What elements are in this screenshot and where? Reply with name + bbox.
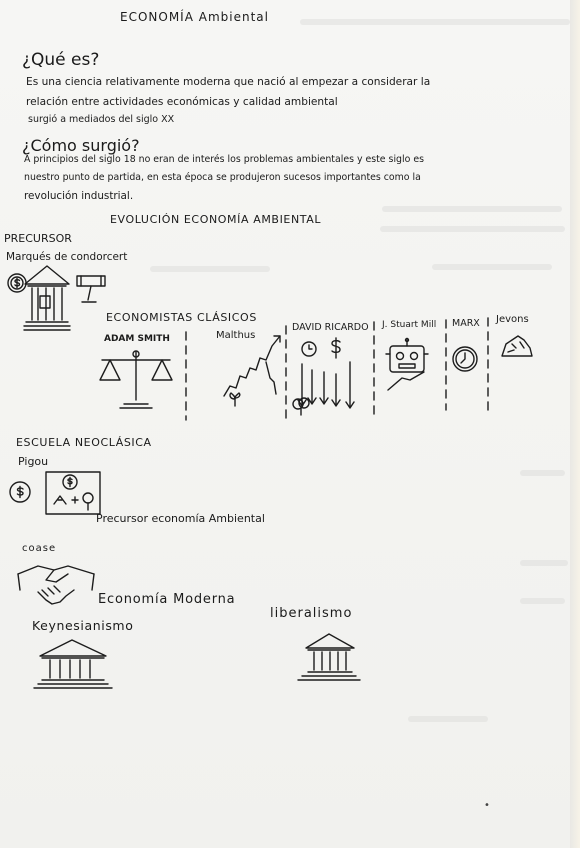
clock-icon — [300, 340, 318, 358]
clock-icon — [450, 344, 480, 374]
pigou-tax-card-icon — [44, 470, 104, 516]
handshake-icon — [16, 560, 98, 608]
coase-name: coase — [22, 543, 57, 554]
como-surgio-line-1: A principios del siglo 18 no eran de interés los problemas ambientales y este siglo es — [24, 154, 424, 165]
que-es-line-2: relación entre actividades económicas y calidad ambiental — [26, 96, 338, 108]
neoclasica-title: ESCUELA NEOCLÁSICA — [16, 436, 152, 449]
page-dot: • — [484, 800, 490, 811]
plant-icon — [226, 390, 244, 408]
keynesianismo-name: Keynesianismo — [32, 618, 134, 633]
bank-building-icon — [296, 630, 362, 688]
dollar-coin-icon — [8, 480, 32, 504]
section-heading-que-es: ¿Qué es? — [22, 50, 100, 70]
mill-name: J. Stuart Mill — [382, 320, 437, 330]
precursor-name: Marqués de condorcert — [6, 251, 128, 263]
pigou-name: Pigou — [18, 455, 49, 468]
ricardo-name: DAVID RICARDO — [292, 322, 369, 333]
bank-building-icon — [32, 636, 114, 692]
neoclasica-precursor-text: Precursor economía Ambiental — [96, 512, 265, 525]
dollar-coin-icon — [326, 336, 346, 360]
como-surgio-line-3: revolución industrial. — [24, 190, 134, 202]
robot-icon — [384, 338, 430, 388]
page-header-title: ECONOMÍA Ambiental — [120, 10, 269, 24]
adam-smith-name: ADAM SMITH — [104, 334, 170, 344]
falling-arrows-icon — [296, 360, 366, 412]
evolucion-title: EVOLUCIÓN ECONOMÍA AMBIENTAL — [110, 213, 322, 226]
marx-name: MARX — [452, 318, 480, 329]
clasicos-title: ECONOMISTAS CLÁSICOS — [106, 311, 257, 324]
como-surgio-line-2: nuestro punto de partida, en esta época se produjeron sucesos importantes como la — [24, 172, 421, 183]
que-es-line-1: Es una ciencia relativamente moderna que nació al empezar a considerar la — [26, 76, 431, 88]
liberalismo-name: liberalismo — [270, 606, 353, 621]
scale-icon — [96, 348, 176, 412]
malthus-name: Malthus — [216, 330, 256, 341]
jevons-name: Jevons — [496, 314, 529, 325]
moderna-title: Economía Moderna — [98, 592, 236, 607]
precursor-label: PRECURSOR — [4, 232, 72, 245]
section-heading-como-surgio: ¿Cómo surgió? — [22, 136, 140, 155]
que-es-line-3: surgió a mediados del siglo XX — [28, 114, 175, 125]
coal-rock-icon — [498, 332, 534, 360]
